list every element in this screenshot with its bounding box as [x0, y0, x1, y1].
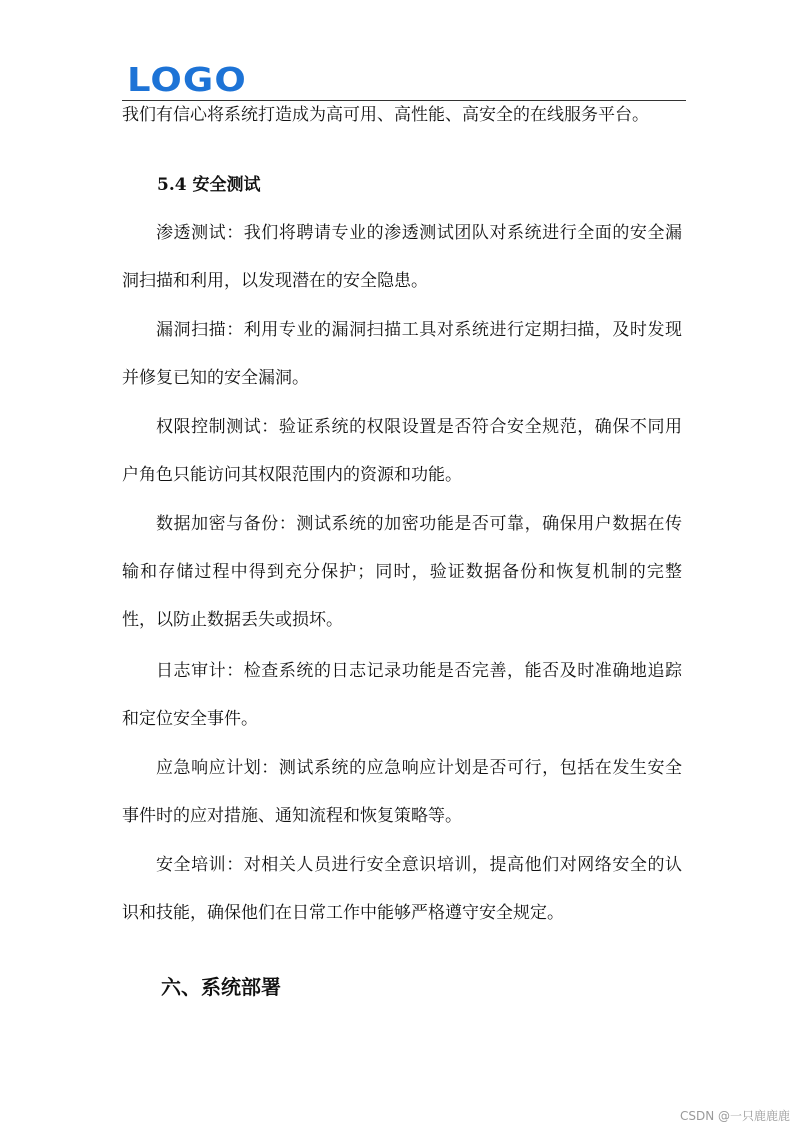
logo: LOGO — [127, 60, 247, 99]
paragraph-log-audit: 日志审计：检查系统的日志记录功能是否完善，能否及时准确地追踪和定位安全事件。 — [122, 661, 682, 729]
paragraph-penetration-test: 渗透测试：我们将聘请专业的渗透测试团队对系统进行全面的安全漏洞扫描和利用，以发现潜在的安全隐患。 — [122, 223, 682, 291]
continuation-paragraph: 我们有信心将系统打造成为高可用、高性能、高安全的在线服务平台。 — [122, 105, 649, 125]
paragraph-emergency-response: 应急响应计划：测试系统的应急响应计划是否可行，包括在发生安全事件时的应对措施、通知流程和恢复策略等。 — [122, 758, 682, 826]
section-title: 5.4 安全测试 — [157, 175, 261, 195]
paragraph-encryption-backup: 数据加密与备份：测试系统的加密功能是否可靠，确保用户数据在传输和存储过程中得到充分保护；同时，验证数据备份和恢复机制的完整性，以防止数据丢失或损坏。 — [122, 514, 682, 630]
paragraph-security-training: 安全培训：对相关人员进行安全意识培训，提高他们对网络安全的认识和技能，确保他们在日常工作中能够严格遵守安全规定。 — [122, 855, 682, 923]
paragraph-vulnerability-scan: 漏洞扫描：利用专业的漏洞扫描工具对系统进行定期扫描，及时发现并修复已知的安全漏洞。 — [122, 320, 682, 388]
paragraph-permission-test: 权限控制测试：验证系统的权限设置是否符合安全规范，确保不同用户角色只能访问其权限范围内的资源和功能。 — [122, 417, 682, 485]
watermark: CSDN @一只鹿鹿鹿 — [679, 1109, 790, 1123]
chapter-title: 六、系统部署 — [161, 975, 281, 999]
